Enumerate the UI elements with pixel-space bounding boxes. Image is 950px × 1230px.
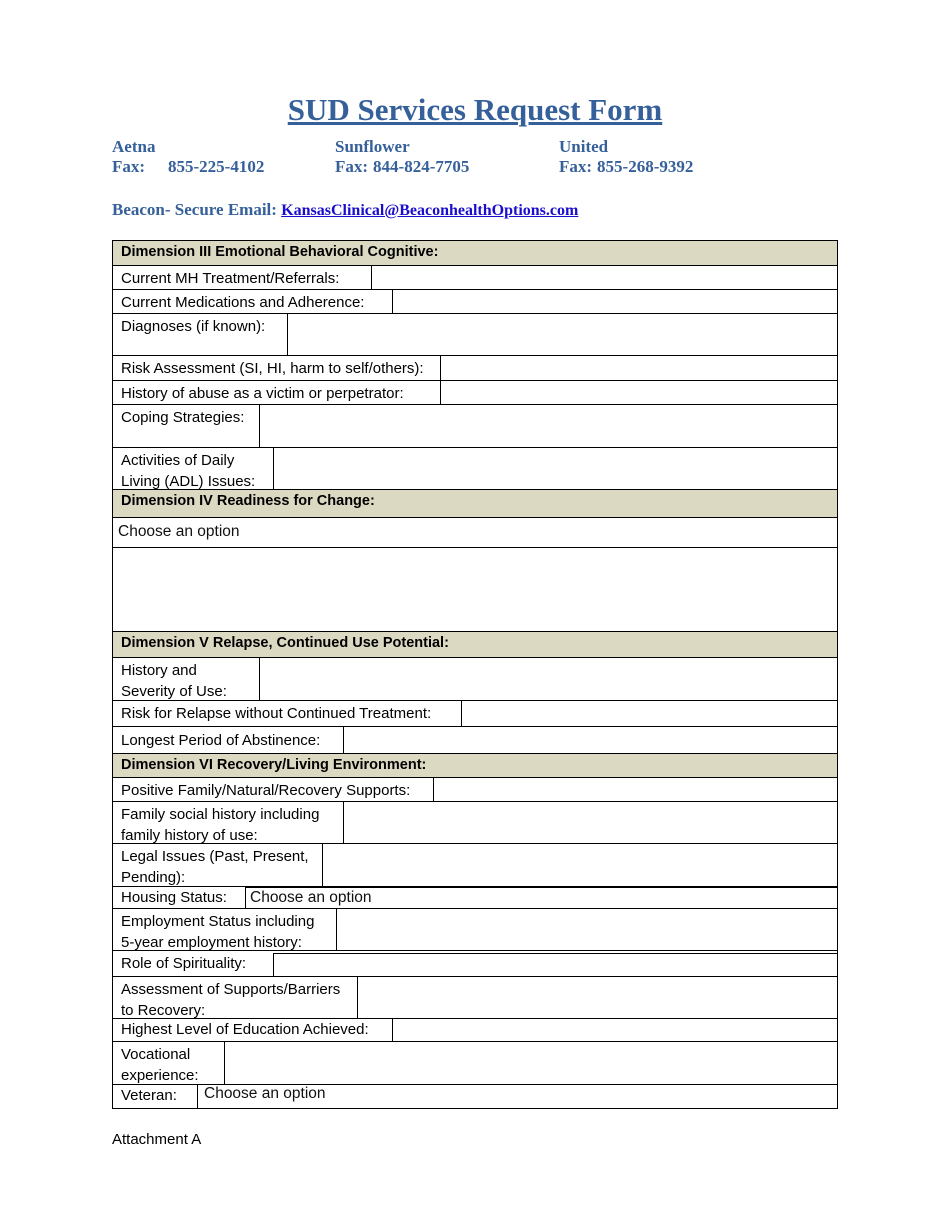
payer-united: [559, 137, 693, 177]
row-mh-treatment: [112, 266, 838, 290]
row-coping: [112, 405, 838, 448]
fax-label: Fax:: [335, 157, 369, 176]
education-field[interactable]: [392, 1018, 837, 1041]
field-label: Family social history including family history of use:: [121, 806, 320, 844]
field-label: Longest Period of Abstinence:: [121, 732, 321, 749]
vocational-field[interactable]: [224, 1041, 837, 1084]
fax-number: 844-824-7705: [373, 157, 470, 176]
field-label: History of abuse as a victim or perpetrator:: [121, 385, 404, 402]
row-spirituality: [112, 951, 838, 977]
field-label: Role of Spirituality:: [121, 955, 247, 972]
row-medications: [112, 290, 838, 314]
field-label: Risk for Relapse without Continued Treatment:: [121, 705, 432, 722]
field-label: Risk Assessment (SI, HI, harm to self/others):: [121, 360, 424, 377]
mh-treatment-field[interactable]: [371, 265, 837, 289]
row-history-severity: [112, 658, 838, 701]
dimension-iv-header: Dimension IV Readiness for Change:: [112, 490, 838, 518]
fax-label: Fax:: [559, 157, 593, 176]
beacon-label: Beacon- Secure Email:: [112, 200, 277, 219]
field-label: Employment Status including 5-year employment history:: [121, 913, 315, 951]
row-barriers: [112, 977, 838, 1019]
abuse-history-field[interactable]: [440, 380, 837, 404]
adl-field[interactable]: [273, 447, 837, 489]
row-diagnoses: [112, 314, 838, 356]
field-label: Vocational experience:: [121, 1046, 199, 1084]
field-label: Positive Family/Natural/Recovery Supports:: [121, 782, 411, 799]
dimension-iii-header: Dimension III Emotional Behavioral Cognitive:: [112, 240, 838, 266]
payer-name: United: [559, 137, 609, 156]
dimension-v-header: Dimension V Relapse, Continued Use Potential:: [112, 632, 838, 658]
payer-name: Aetna: [112, 137, 156, 156]
barriers-field[interactable]: [357, 976, 837, 1018]
coping-field[interactable]: [259, 404, 837, 447]
veteran-dropdown[interactable]: [197, 1084, 837, 1108]
field-label: Housing Status:: [121, 889, 227, 906]
row-supports: [112, 778, 838, 802]
readiness-dropdown[interactable]: Choose an option: [118, 523, 240, 540]
fax-label: Fax:: [112, 157, 146, 176]
row-vocational: [112, 1042, 838, 1085]
housing-dropdown[interactable]: [245, 887, 838, 909]
row-education: [112, 1019, 838, 1042]
field-label: Assessment of Supports/Barriers to Recovery:: [121, 981, 341, 1019]
field-label: Legal Issues (Past, Present, Pending):: [121, 848, 309, 886]
abstinence-field[interactable]: [343, 726, 837, 753]
beacon-email-link[interactable]: KansasClinical@BeaconhealthOptions.com: [281, 202, 579, 219]
dimension-vi-header: Dimension VI Recovery/Living Environment:: [112, 754, 838, 778]
medications-field[interactable]: [392, 289, 837, 313]
field-label: Veteran:: [121, 1087, 177, 1104]
payer-aetna: [112, 137, 264, 177]
row-adl: [112, 448, 838, 490]
field-label: Coping Strategies:: [121, 409, 245, 426]
row-readiness-choice: [112, 518, 838, 548]
payer-name: Sunflower: [335, 137, 410, 156]
row-legal: [112, 844, 838, 887]
diagnoses-field[interactable]: [287, 313, 837, 355]
page-title: SUD Services Request Form: [287, 92, 663, 127]
field-label: Diagnoses (if known):: [121, 318, 266, 335]
payer-sunflower: [335, 137, 469, 177]
row-abstinence: [112, 727, 838, 754]
housing-choice-text: Choose an option: [250, 889, 372, 906]
row-abuse-history: [112, 381, 838, 405]
field-label: Activities of Daily Living (ADL) Issues:: [121, 452, 256, 490]
row-veteran: [112, 1085, 838, 1109]
row-relapse-risk: [112, 701, 838, 727]
fax-number: 855-225-4102: [168, 157, 265, 176]
spirituality-field[interactable]: [273, 953, 837, 976]
fax-number: 855-268-9392: [597, 157, 694, 176]
legal-field[interactable]: [322, 843, 837, 886]
risk-assessment-field[interactable]: [440, 355, 837, 380]
supports-field[interactable]: [433, 777, 837, 801]
beacon-email-line: [112, 200, 578, 220]
readiness-notes-field[interactable]: [112, 548, 838, 632]
field-label: Highest Level of Education Achieved:: [121, 1021, 369, 1038]
field-label: History and Severity of Use:: [121, 662, 227, 700]
relapse-risk-field[interactable]: [461, 700, 837, 726]
employment-field[interactable]: [336, 908, 837, 950]
row-family-history: [112, 802, 838, 844]
row-housing: [112, 887, 838, 909]
footer-attachment: Attachment A: [112, 1131, 202, 1148]
row-risk-assessment: [112, 356, 838, 381]
row-employment: [112, 909, 838, 951]
field-label: Current MH Treatment/Referrals:: [121, 270, 340, 287]
family-history-field[interactable]: [343, 801, 837, 843]
field-label: Current Medications and Adherence:: [121, 294, 365, 311]
veteran-choice-text: Choose an option: [204, 1085, 326, 1102]
history-severity-field[interactable]: [259, 657, 837, 700]
